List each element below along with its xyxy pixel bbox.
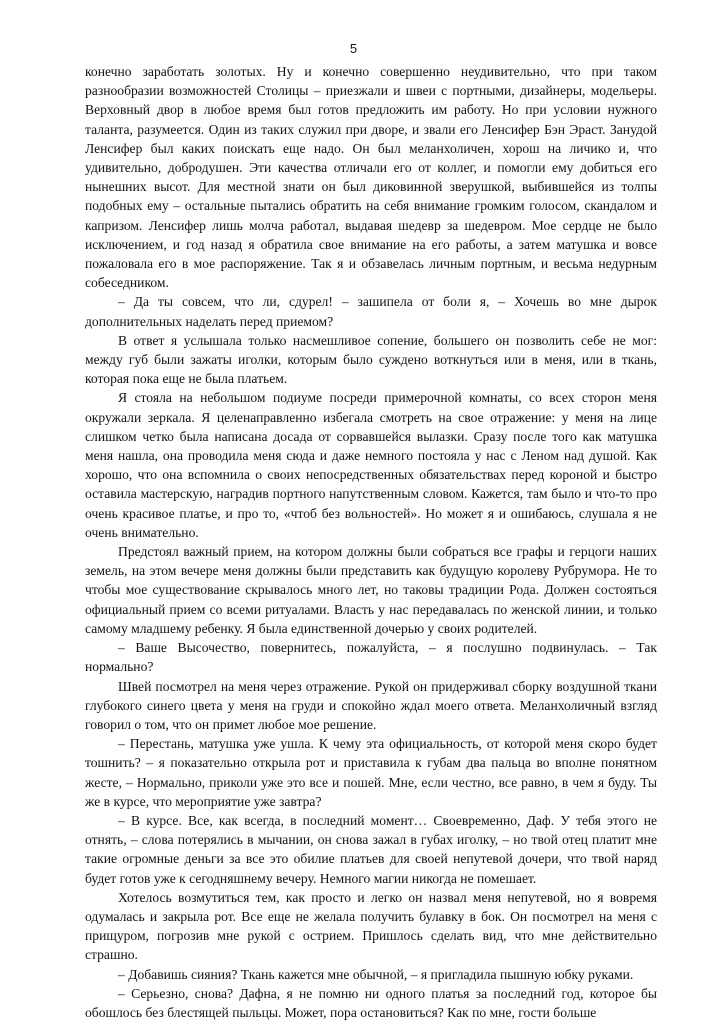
paragraph: В ответ я услышала только насмешливое сопение, большего он позволить себе не мог: между губ были зажаты иголки, которым было суждено воткнуться или в меня, или в ткань, которая пока еще не была платьем. xyxy=(85,332,657,387)
paragraph: – Перестань, матушка уже ушла. К чему эта официальность, от которой меня скоро будет тошнить? – я показательно открыла рот и приставила к губам два пальца во вполне понятном жесте, – Нормально, приколи уже это все и пошей. Мне, если честно, все равно, в чем я буду. Ты же в курсе, что мероприятие уже завтра? xyxy=(85,736,657,809)
page-number: 5 xyxy=(349,41,358,56)
paragraph: Швей посмотрел на меня через отражение. Рукой он придерживал сборку воздушной ткани глубокого синего цвета у меня на груди и спокойно ждал моего ответа. Меланхоличный взгляд говорил о том, что он примет любое мое решение. xyxy=(85,678,657,732)
paragraph: – В курсе. Все, как всегда, в последний момент… Своевременно, Даф. У тебя этого не отнять, – слова потерялись в мычании, он снова зажал в губах иголку, – но твой отец платит мне такие огромные деньги за все это обилие платьев для своей непутевой дочери, что твой наряд будет готов уже к сегодняшнему вечеру. Немного магии никогда не помешает. xyxy=(85,812,657,886)
paragraph: – Да ты совсем, что ли, сдурел! – зашипела от боли я, – Хочешь во мне дырок дополнительных наделать перед приемом? xyxy=(85,294,657,329)
paragraph: – Серьезно, снова? Дафна, я не помню ни одного платья за последний год, которое бы обошлось без блестящей пыльцы. Может, пора остановиться? Как по мне, гости больше xyxy=(85,985,657,1020)
paragraph: конечно заработать золотых. Ну и конечно совершенно неудивительно, что при таком разнообразии возможностей Столицы – приезжали и швеи с портными, дизайнеры, модельеры. Верховный двор в любое время был готов предложить им работу. Но при условии нужного таланта, разумеется. Один из таких служил при дворе, и звали его Ленсифер Бэн Эраст. Занудой Ленсифер был каких поискать еще надо. Он был меланхоличен, хорош на личико и, что удивительно, добродушен. Эти качества отличали его от коллег, и помогли ему добиться его нынешних высот. Для местной знати он был диковинной зверушкой, выбившейся из толпы подобных ему – остальные пытались обратить на себя внимание громким голосом, скандалом и капризом. Ленсифер лишь молча работал, выдавая шедевр за шедевром. Мое сердце не было исключением, и год назад я обратила свое внимание на его работы, а затем матушка и вовсе пожаловала его в мое распоряжение. Так я и обзавелась личным портным, и весьма недурным собеседником. xyxy=(85,64,657,291)
paragraph: – Добавишь сияния? Ткань кажется мне обычной, – я пригладила пышную юбку руками. xyxy=(118,966,634,982)
paragraph: Предстоял важный прием, на котором должны были собраться все графы и герцоги наших земель, на этом вечере меня должны были представить как будущую королеву Рубрумора. Не то чтобы мое существование скрывалось много лет, но таковы традиции Рода. Должен состояться официальный прием со всеми ритуалами. Власть у нас передавалась по женской линии, и только самому младшему ребенку. Я была единственной дочерью у своих родителей. xyxy=(85,544,657,636)
paragraph: Хотелось возмутиться тем, как просто и легко он назвал меня непутевой, но я вовремя одумалась и закрыла рот. Все еще не желала получить булавку в бок. Он посмотрел на меня с прищуром, погрозив мне рукой с острием. Пришлось сделать вид, что мне действительно страшно. xyxy=(85,889,657,963)
paragraph: Я стояла на небольшом подиуме посреди примерочной комнаты, со всех сторон меня окружали зеркала. Я целенаправленно избегала смотреть на свое отражение: у меня на лице слишком четко была написана досада от сорвавшейся вылазки. Сразу после того как матушка меня нашла, она проводила меня сюда и даже немного постояла у нас с Леном над душой. Как хорошо, что она вспомнила о своих непосредственных обязательствах перед короной и быстро оставила мастерскую, наградив портного напутственным словом. Кажется, там было и что-то про очень красивое платье, и про то, «чтоб без вольностей». Но может я и ошибаюсь, слушала я не очень внимательно. xyxy=(85,390,657,540)
text-body xyxy=(85,62,657,1022)
paragraph: – Ваше Высочество, повернитесь, пожалуйста, – я послушно подвинулась. – Так нормально? xyxy=(85,640,657,675)
